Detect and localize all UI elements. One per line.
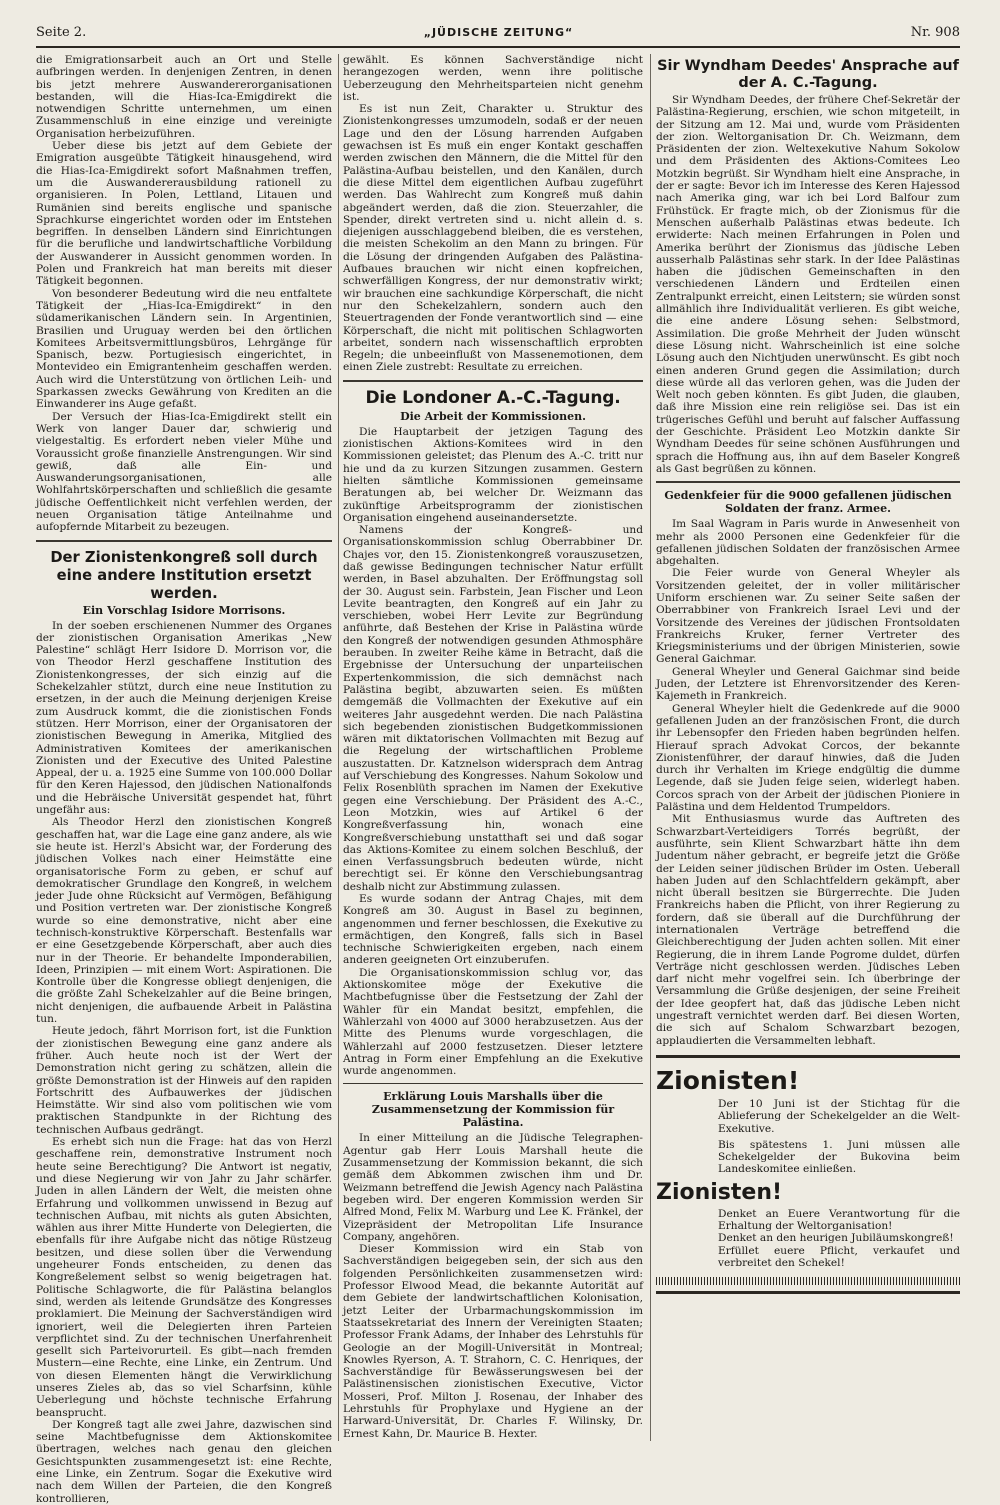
advertisement-box — [656, 1055, 960, 1294]
ad-title: Zionisten! — [656, 1179, 783, 1205]
ad-text: Erfüllet euere Pflicht, verkaufet und verbreitet den Schekel! — [718, 1244, 960, 1269]
column-2 — [343, 54, 643, 1443]
article-headline: Erklärung Louis Marshalls über die Zusammensetzung der Kommission für Palästina. — [371, 1090, 615, 1130]
paragraph: Es erhebt sich nun die Frage: hat das von Herzl geschaffene rein, demonstrative Instrument noch heute seine Berechtigung? Die Antwort ist negativ, und diese Negierung wir von Jahr zu Jahr schärfer. Juden in allen Ländern der Welt, die meisten ohne Erfahrung und vollkommen unwissend in Bezug auf technischen Aufbau, mit nichts als guten Absichten, wählen aus ihrer Mitte Hunderte von Delegierten, die ebenfalls für ihre Aufgabe nicht das nötige Rüstzeug besitzen, und diese sollen über die Verwendung ungeheurer Fonds entscheiden, zu denen das Kongreßelement selbst so wenig beigetragen hat. Politische Schlagworte, die für Palästina belanglos sind, werden als leitende Grundsätze des Kongresses proklamiert. Die Meinung der Sachverständigen wird ignoriert, weil die Delegierten ihren Parteien verpflichtet sind. Zu der technischen Unerfahrenheit gesellt sich Parteivorurteil. Es gibt—nach fremden Mustern—eine Rechte, eine Linke, ein Zentrum. Und von diesen Elementen hängt die Verwirklichung unseres Zieles ab, das so viel Scharfsinn, kühle Ueberlegung und höchste technische Erfahrung beansprucht. — [36, 1136, 332, 1419]
paragraph: Als Theodor Herzl den zionistischen Kongreß geschaffen hat, war die Lage eine ganz andere, als wie sie heute ist. Herzl's Absicht war, der Forderung des jüdischen Volkes nach einer Heimstätte eine organisatorische Form zu geben, er schuf auf demokratischer Grundlage den Kongreß, in welchem jeder Jude ohne Rücksicht auf Vermögen, Befähigung und Position vertreten war. Der zionistische Kongreß wurde so eine demonstrative, nicht aber eine technisch-konstruktive Körperschaft. Bestenfalls war er eine Gesetzgebende Körperschaft, aber auch dies nur in der Theorie. Er behandelte Imponderabilien, Ideen, Prinzipien — mit einem Wort: Aspirationen. Die Kontrolle über die Kongresse obliegt denjenigen, die die größte Zahl Schekelzahler auf die Beine bringen, nicht denjenigen, die aufbauende Arbeit in Palästina tun. — [36, 816, 332, 1026]
column-divider — [338, 54, 339, 1441]
column-3 — [656, 54, 960, 1443]
paragraph: General Wheyler und General Gaichmar sind beide Juden, der Letztere ist Ehrenvorsitzender des Keren-Kajemeth in Frankreich. — [656, 665, 960, 703]
article-divider — [656, 481, 960, 483]
issue-number: Nr. 908 — [910, 24, 960, 40]
ad-text: Denket an Euere Verantwortung für die Erhaltung der Weltorganisation! — [718, 1207, 960, 1233]
paragraph: Es wurde sodann der Antrag Chajes, mit dem Kongreß am 30. August in Basel zu beginnen, angenommen und ferner beschlossen, die Exekutive zu ermächtigen, den Kongreß, falls sich in Basel technische Schwierigkeiten ergeben, nach einem anderen geeigneten Ort einzuberufen. — [343, 893, 643, 967]
paragraph: In der soeben erschienenen Nummer des Organes der zionistischen Organisation Amerikas „New Palestine“ schlägt Herr Isidore D. Morrison vor, die von Theodor Herzl geschaffene Institution des Zionistenkongresses, der sich einzig auf die Schekelzahler stützt, durch eine neue Institution zu ersetzen, in der auch die Meinung derjenigen Kreise zum Ausdruck kommt, die die zionistischen Fonds stützen. Herr Morrison, einer der Organisatoren der zionistischen Bewegung in Amerika, Mitglied des Administrativen Komitees der amerikanischen Zionisten und der Executive des United Palestine Appeal, der u. a. 1925 eine Summe von 100.000 Dollar für den Keren Hajessod, den jüdischen Nationalfonds und die Hebräische Universität gespendet hat, führt ungefähr aus: — [36, 619, 332, 817]
ad-text: Denket an den heurigen Jubiläumskongreß! — [718, 1232, 954, 1245]
header-rule — [36, 46, 960, 48]
column-1 — [36, 54, 332, 1505]
paragraph: Die Hauptarbeit der jetzigen Tagung des zionistischen Aktions-Komitees wird in den Kommissionen geleistet; das Plenum des A.-C. tritt nur hie und da zu kurzen Sitzungen zusammen. Gestern hielten sämtliche Kommissionen gemeinsame Beratungen ab, bei welcher Dr. Weizmann das zukünftige Arbeitsprogramm der zionistischen Organisation eingehend auseinandersetzte. — [343, 425, 643, 524]
article-divider — [343, 1083, 643, 1084]
paragraph: Im Saal Wagram in Paris wurde in Anwesenheit von mehr als 2000 Personen eine Gedenkfeier für die gefallenen jüdischen Soldaten der französischen Armee abgehalten. — [656, 518, 960, 568]
ad-text: Der 10 Juni ist der Stichtag für die Ablieferung der Schekelgelder an die Welt-Exekutive. — [718, 1097, 960, 1135]
paragraph: Heute jedoch, fährt Morrison fort, ist die Funktion der zionistischen Bewegung eine ganz andere als früher. Auch heute noch ist der Wert der Demonstration nicht gering zu schätzen, allein die größte Demonstration ist der Hinweis auf den rapiden Fortschritt des Aufbauwerkes der jüdischen Heimstätte. Wir sind also vom politischen wie vom praktischen Standpunkte in der Richtung des technischen Aufbaus gedrängt. — [36, 1025, 332, 1136]
paragraph: Die Organisationskommission schlug vor, das Aktionskomitee möge der Exekutive die Machtbefugnisse über die Festsetzung der Zahl der Wähler für ein Mandat besitzt, empfehlen, die Wählerzahl von 4000 auf 3000 herabzusetzen. Aus der Mitte des Plenums wurde vorgeschlagen, die Wählerzahl auf 2000 festzusetzen. Dieser letztere Antrag in Form einer Empfehlung an die Exekutive wurde angenommen. — [343, 966, 643, 1078]
page-header — [36, 20, 960, 44]
paragraph: Der Versuch der Hias-Ica-Emigdirekt stellt ein Werk von langer Dauer dar, schwierig und vielgestaltig. Es erfordert neben vieler Mühe und Voraussicht große finanzielle Anstrengungen. Wir sind gewiß, daß alle Ein- und Auswanderungsorganisationen, alle Wohlfahrtskörperschaften und schließlich die gesamte jüdische Oeffentlichkeit nicht verfehlen werden, der neuen Organisation tätige Anteilnahme und aufopfernde Mitarbeit zu bezeugen. — [36, 410, 332, 534]
paragraph: Der Kongreß tagt alle zwei Jahre, dazwischen sind seine Machtbefugnisse dem Aktionskomitee übertragen, welches nach genau den gleichen Gesichtspunkten zusammengesetzt ist: eine Rechte, eine Linke, ein Zentrum. Sogar die Exekutive wird nach dem Willen der Parteien, die den Kongreß kontrollieren, — [36, 1418, 332, 1505]
paragraph: Dieser Kommission wird ein Stab von Sachverständigen beigegeben sein, der sich aus den folgenden Persönlichkeiten zusammensetzen wird: Professor Elwood Mead, die bekannte Autorität auf dem Gebiete der landwirtschaftlichen Kolonisation, jetzt Leiter der Urbarmachungskommission im Staatssekretariat des Innern der Vereinigten Staaten; Professor Frank Adams, der Inhaber des Lehrstuhls für Geologie an der Mogill-Universität in Montreal; Knowles Ryerson, A. T. Strahorn, C. C. Henriques, der Sachverständige für Bewässerungswesen bei der Palästinensischen zionistischen Executive, Victor Mosseri, Prof. Milton J. Rosenau, der Inhaber des Lehrstuhls für Prophylaxe und Hygiene an der Harward-Universität, Dr. Charles F. Wilinsky, Dr. Ernest Kahn, Dr. Maurice B. Hexter. — [343, 1243, 643, 1440]
paragraph: Sir Wyndham Deedes, der frühere Chef-Sekretär der Palästina-Regierung, erschien, wie schon mitgeteilt, in der Sitzung am 12. Mai und, wurde vom Präsidenten der zion. Weltorganisation Dr. Ch. Weizmann, dem Präsidenten der zion. Weltexekutive Nahum Sokolow und dem Präsidenten des Aktions-Comitees Leo Motzkin begrüßt. Sir Wyndham hielt eine Ansprache, in der er sagte: Bevor ich im Interesse des Keren Hajessod nach Amerika ging, war ich bei Lord Balfour zum Frühstück. Er fragte mich, ob der Zionismus für die Menschen außerhalb Palästinas etwas bedeute. Ich erwiderte: Nach meinen Erfahrungen in Polen und Amerika berührt der Zionismus das jüdische Leben ausserhalb Palästinas sehr stark. In der Idee Palästinas haben die jüdischen Gemeinschaften in den verschiedenen Ländern und Erdteilen einen Zentralpunkt erreicht, einen Leitstern; sie würden sonst allmählich ihre Individualität verlieren. Es gibt weiche, die eine andere Lösung sehen: Selbstmord, Assimilation. Die große Mehrheit der Juden wünscht diese Lösung nicht. Wahrscheinlich ist eine solche Lösung auch den Nichtjuden unerwünscht. Es gibt noch einen anderen Grund gegen die Assimilation; durch diese würde all das verloren gehen, was die Juden der Welt noch geben könnten. Es gibt Juden, die glauben, daß ihre Mission eine rein religiöse sei. Das ist ein trügerisches Gefühl und beruht auf falscher Auffassung der Geschichte. Präsident Leo Motzkin dankte Sir Wyndham Deedes für seine schönen Ausführungen und sprach die Hoffnung aus, ihn auf dem Baseler Kongreß als Gast begrüßen zu können. — [656, 94, 960, 475]
article-headline: Die Londoner A.-C.-Tagung. — [365, 387, 621, 408]
paragraph: Die Feier wurde von General Wheyler als Vorsitzenden geleitet, der in voller militärischer Uniform erschienen war. Zu seiner Seite saßen der Oberrabbiner von Frankreich Israel Levi und der Vorsitzende des Vereines der jüdischen Frontsoldaten Frankreichs Kruker, ferner Vertreter des Kriegsministeriums und der übrigen Ministerien, sowie General Gaichmar. — [656, 567, 960, 666]
paragraph: General Wheyler hielt die Gedenkrede auf die 9000 gefallenen Juden an der französischen Front, die durch ihr Lebensopfer den Frieden haben begründen helfen. Hierauf sprach Advokat Corcos, der bekannte Zionistenführer, der darauf hinwies, daß die Juden durch ihr Verhalten im Kriege endgültig die dumme Legende, daß sie Juden feige seien, widerlegt haben. Corcos sprach von der Arbeit der jüdischen Pioniere in Palästina und dem Heldentod Trumpeldors. — [656, 702, 960, 814]
paragraph: Mit Enthusiasmus wurde das Auftreten des Schwarzbart-Verteidigers Torrés begrüßt, der ausführte, sein Klient Schwarzbart hätte ihn dem Judentum näher gebracht, er begreife jetzt die Größe der Leiden seiner jüdischen Brüder im Osten. Ueberall haben Juden auf den Schlachtfeldern gekämpft, aber nicht überall besitzen sie Bürgerrechte. Die Juden Frankreichs haben die Pflicht, von ihrer Regierung zu fordern, daß sie überall auf die Durchführung der internationalen Verträge betreffend die Gleichberechtigung der Juden achten sollen. Mit einer Regierung, die in ihrem Lande Pogrome duldet, dürfen Verträge nicht geschlossen werden. Jüdisches Leben darf nicht mehr vogelfrei sein. Ich überbringe der Versammlung die Grüße desjenigen, der seine Freiheit der Idee geopfert hat, daß das jüdische Leben nicht ungestraft vernichtet werden darf. Bei diesen Worten, die sich auf Schalom Schwarzbart bezogen, applaudierten die Versammelten lebhaft. — [656, 813, 960, 1047]
ad-title: Zionisten! — [656, 1065, 800, 1095]
paragraph: Namens der Kongreß- und Organisationskommission schlug Oberrabbiner Dr. Chajes vor, den 15. Zionistenkongreß vorauszusetzen, daß gewisse Bedingungen technischer Natur erfüllt werden, in Basel abzuhalten. Der Eröffnungstag soll der 30. August sein. Farbstein, Jean Fischer und Leon Levite beantragten, den Kongreß auf ein Jahr zu verschieben, wobei Herr Levite zur Begründung anführte, daß Bestehen der Krise in Palästina würde den Kongreß der notwendigen gesunden Athmosphäre berauben. In zweiter Reihe käme in Betracht, daß die Ergebnisse der Untersuchung der unparteiischen Expertenkommission, die sich demnächst nach Palästina begibt, abzuwarten seien. Es müßten demgemäß die Vollmachten der Exekutive auf ein weiteres Jahr ausgedehnt werden. Die nach Palästina sich begebenden zionistischen Budgetkommissionen wären mit diktatorischen Vollmachten mit Bezug auf die Regelung der wirtschaftlichen Probleme auszustatten. Dr. Katznelson widersprach dem Antrag auf Verschiebung des Kongresses. Nahum Sokolow und Felix Rosenblüth sprachen im Namen der Exekutive gegen eine Verschiebung. Der Präsident des A.-C., Leon Motzkin, wies auf Artikel 6 der Kongreßverfassung hin, wonach eine Kongreßverschiebung unstatthaft sei und daß sogar das Aktions-Komitee zu einem solchen Beschluß, der einen Verfassungsbruch bedeuten würde, nicht berechtigt sei. Er könne den Verschiebungsantrag deshalb nicht zur Abstimmung zulassen. — [343, 524, 643, 893]
paragraph: Ueber diese bis jetzt auf dem Gebiete der Emigration ausgeübte Tätigkeit hinausgehend, wird die Hias-Ica-Emigdirekt sofort Maßnahmen treffen, um die Auswandererausbildung rationell zu organisieren. In Polen, Lettland, Litauen und Rumänien sind bereits englische und spanische Sprachkurse eingerichtet worden oder im Entstehen begriffen. In denselben Ländern sind Einrichtungen für die berufliche und landwirtschaftliche Vorbildung der Auswanderer in Aussicht genommen worden. In Polen und Frankreich hat man bereits mit dieser Tätigkeit begonnen. — [36, 140, 332, 288]
ad-text: Bis spätestens 1. Juni müssen alle Schekelgelder der Bukovina beim Landeskomitee einließen. — [718, 1138, 960, 1176]
paragraph: die Emigrationsarbeit auch an Ort und Stelle aufbringen werden. In denjenigen Zentren, in denen bis jetzt mehrere Auswandererorganisationen bestanden, will die Hias-Ica-Emigdirekt die notwendigen Schritte unternehmen, um einen Zusammenschluß in eine einzige und vereinigte Organisation herbeizuführen. — [36, 54, 332, 140]
masthead: „JÜDISCHE ZEITUNG“ — [423, 25, 574, 39]
article-headline: Gedenkfeier für die 9000 gefallenen jüdischen Soldaten der franz. Armee. — [664, 489, 952, 516]
article-divider — [343, 380, 643, 382]
article-subhead: Ein Vorschlag Isidore Morrisons. — [82, 603, 286, 617]
paragraph: gewählt. Es können Sachverständige nicht herangezogen werden, wenn ihre politische Ueberzeugung den Mehrheitsparteien nicht genehm ist. — [343, 54, 643, 103]
page-number: Seite 2. — [36, 24, 87, 40]
article-headline: Der Zionistenkongreß soll durch eine andere Institution ersetzt werden. — [50, 547, 318, 602]
paragraph: Es ist nun Zeit, Charakter u. Struktur des Zionistenkongresses umzumodeln, sodaß er der neuen Lage und den der Lösung harrenden Aufgaben gewachsen ist Es muß ein enger Kontakt geschaffen werden zwischen den Männern, die die Mittel für den Palästina-Aufbau beistellen, und den Kanälen, durch die diese Mittel dem eigentlichen Aufbau zugeführt werden. Das Wahlrecht zum Kongreß muß dahin abgeändert werden, daß die zion. Steuerzahler, die Spender, direkt vertreten sind u. nicht allein d. s. diejenigen ausschlaggebend bleiben, die es verstehen, die meisten Schekolim an den Mann zu bringen. Für die Lösung der dringenden Aufgaben des Palästina-Aufbaues brauchen wir nicht einen kopfreichen, schwerfälligen Kongress, der nur demonstrativ wirkt; wir brauchen eine sachkundige Körperschaft, die nicht nur den Schekelzahlern, sondern auch den Steuertragenden der Fonde verantwortlich sind — eine Körperschaft, die nicht mit politischen Schlagworten arbeitet, sondern nach wissenschaftlich erprobten Regeln; die unbeeinflußt von Massenemotionen, dem einen Ziele zustrebt: Resultate zu erreichen. — [343, 103, 643, 374]
paragraph: In einer Mitteilung an die Jüdische Telegraphen-Agentur gab Herr Louis Marshall heute die Zusammensetzung der Kommission bekannt, die sich gemäß dem Abkommen zwischen ihm und Dr. Weizmann betreffend die Jewish Agency nach Palästina begeben wird. Der engeren Kommission werden Sir Alfred Mond, Felix M. Warburg und Lee K. Fränkel, der Vizepräsident der Metropolitan Life Insurance Company, angehören. — [343, 1132, 643, 1243]
paragraph: Von besonderer Bedeutung wird die neu entfaltete Tätigkeit der „Hias-Ica-Emigdirekt“ in den südamerikanischen Ländern sein. In Argentinien, Brasilien und Uruguay werden bei den örtlichen Komitees Arbeitsvermittlungsbüros, Lehrgänge für Spanisch, bezw. Portugiesisch eingerichtet, in Montevideo ein Emigrantenheim geschaffen werden. Auch wird die Unterstützung von örtlichen Leih- und Sparkassen zwecks Gewährung von Krediten an die Einwanderer ins Auge gefaßt. — [36, 287, 332, 411]
decorative-stripe — [656, 1277, 960, 1285]
article-headline: Sir Wyndham Deedes' Ansprache auf der A. C.-Tagung. — [657, 58, 959, 91]
article-subhead: Die Arbeit der Kommissionen. — [400, 409, 586, 423]
column-divider — [650, 54, 651, 1441]
article-divider — [36, 540, 332, 542]
